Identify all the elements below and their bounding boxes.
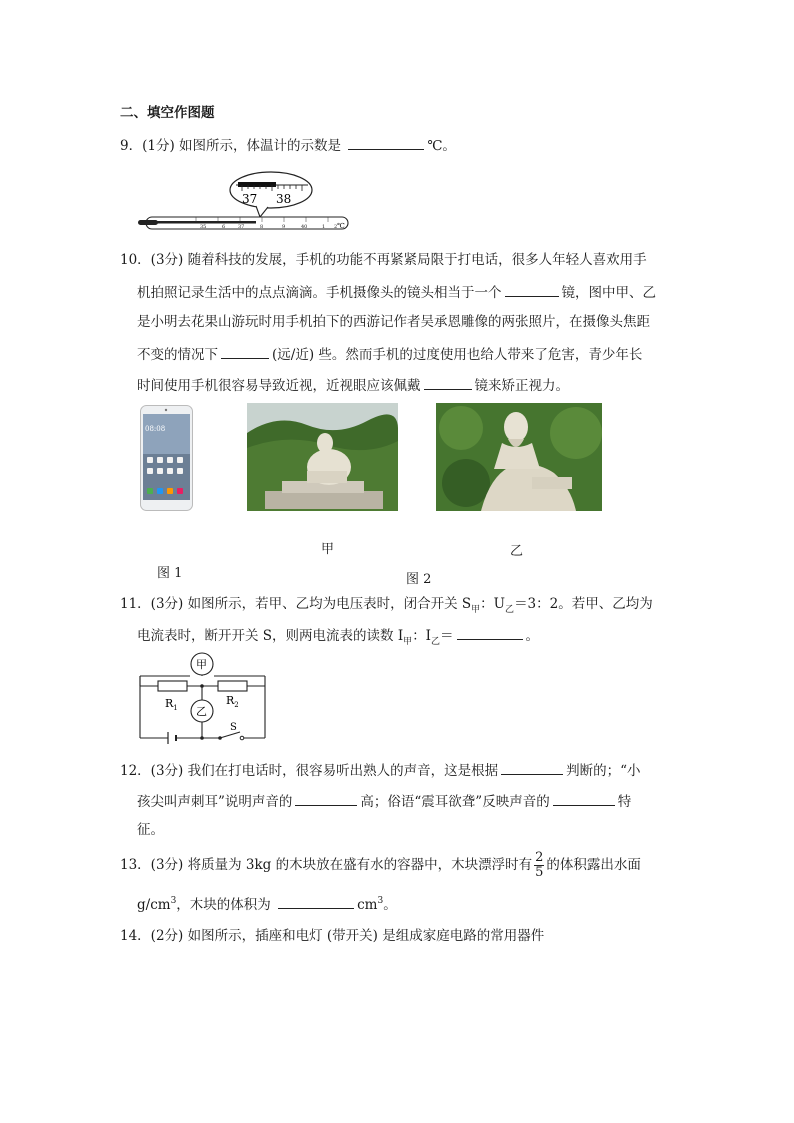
bubble-label-37: 37 [242,192,258,206]
caption-figure-1: 图 1 [157,566,183,581]
q13-line-1: 13．(3分) 将质量为 3kg 的木块放在盛有水的容器中，木块漂浮时有 $\frac{2}{5}$ 的体积露出水面 [120,850,641,880]
phone-time: 08:08 [145,425,166,433]
q10-line-3: 是小明去花果山游玩时用手机拍下的西游记作者吴承恩雕像的两张照片，在摄像头焦距 [137,314,650,330]
q12-blank-3[interactable] [553,790,615,806]
q12-blank-1[interactable] [501,759,563,775]
bubble-pointer [256,206,268,217]
r1-label: $R_1$ [165,697,178,712]
q12-blank-2[interactable] [295,790,357,806]
thermometer-figure [138,165,358,233]
q10-blank-glasses[interactable] [424,374,472,390]
caption-jia: 甲 [321,542,335,557]
switch-label: S [230,722,237,733]
resistor-r1 [158,681,187,691]
r2-label: $R_2$ [226,694,239,709]
q10-line-4: 不变的情况下 (远/近) 些。然而手机的过度使用也给人带来了危害，青少年长 [137,343,642,365]
q9-suffix: ℃。 [427,138,456,154]
thermometer-bulb [138,220,158,225]
q10-blank-distance[interactable] [221,343,269,359]
q10-blank-lens[interactable] [505,281,559,297]
q10-line-1: 10．(3分) 随着科技的发展，手机的功能不再紧紧局限于打电话，很多人年轻人喜欢用手 [120,252,647,268]
q13-answer-blank[interactable] [278,893,354,909]
bubble-label-38: 38 [276,192,292,206]
q10-line-2: 机拍照记录生活中的点点滴滴。手机摄像头的镜头相当于一个 镜，图中甲、乙 [137,281,656,303]
q13-line-2: $g/cm^3$，木块的体积为 $cm^3$。 [137,893,397,917]
meter-yi-label: 乙 [196,705,207,718]
fraction-2-5: $\frac{2}{5}$ [535,850,544,880]
scale-label: 6 [222,224,226,230]
q11-line-1: 11．(3分) 如图所示，若甲、乙均为电压表时，闭合开关 $S_甲$：$U_乙=3$：2。若甲、乙均为 [120,596,653,615]
scale-label: 9 [282,224,286,230]
q11-answer-blank[interactable] [457,624,523,640]
phone-image [140,405,193,511]
scale-label: 40 [301,224,308,230]
statue-photo-jia [247,403,398,511]
q12-line-2: 孩尖叫声刺耳”说明声音的 高；俗语“震耳欲聋”反映声音的 特 [137,790,631,812]
section-title: 二、填空作图题 [120,105,215,121]
thermometer-unit: ℃ [337,222,345,230]
meter-jia-label: 甲 [196,658,207,671]
question-14: 14．(2分) 如图所示，插座和电灯 (带开关) 是组成家庭电路的常用器件 [120,928,545,944]
mercury-column-zoom [238,182,276,187]
scale-label: 35 [200,224,207,230]
q12-line-1: 12．(3分) 我们在打电话时，很容易听出熟人的声音，这是根据 判断的；“小 [120,759,641,781]
scale-label: 2 [334,224,338,230]
resistor-r2 [218,681,247,691]
q12-line-3: 征。 [137,822,164,838]
question-9 [120,134,456,156]
q9-prefix: 9．(1分) 如图所示，体温计的示数是 [120,138,342,154]
q11-line-2: 电流表时，断开开关 S，则两电流表的读数 $I_甲$：$I_乙=$ 。 [137,624,539,648]
scale-label: 8 [260,224,264,230]
scale-label: 37 [238,224,245,230]
q9-answer-blank[interactable] [348,134,424,150]
caption-yi: 乙 [510,544,524,559]
caption-figure-2: 图 2 [406,572,432,587]
q10-line-5: 时间使用手机很容易导致近视，近视眼应该佩戴 镜来矫正视力。 [137,374,569,396]
scale-label: 1 [322,224,326,230]
statue-photo-yi [436,403,602,511]
circuit-diagram [138,652,270,744]
